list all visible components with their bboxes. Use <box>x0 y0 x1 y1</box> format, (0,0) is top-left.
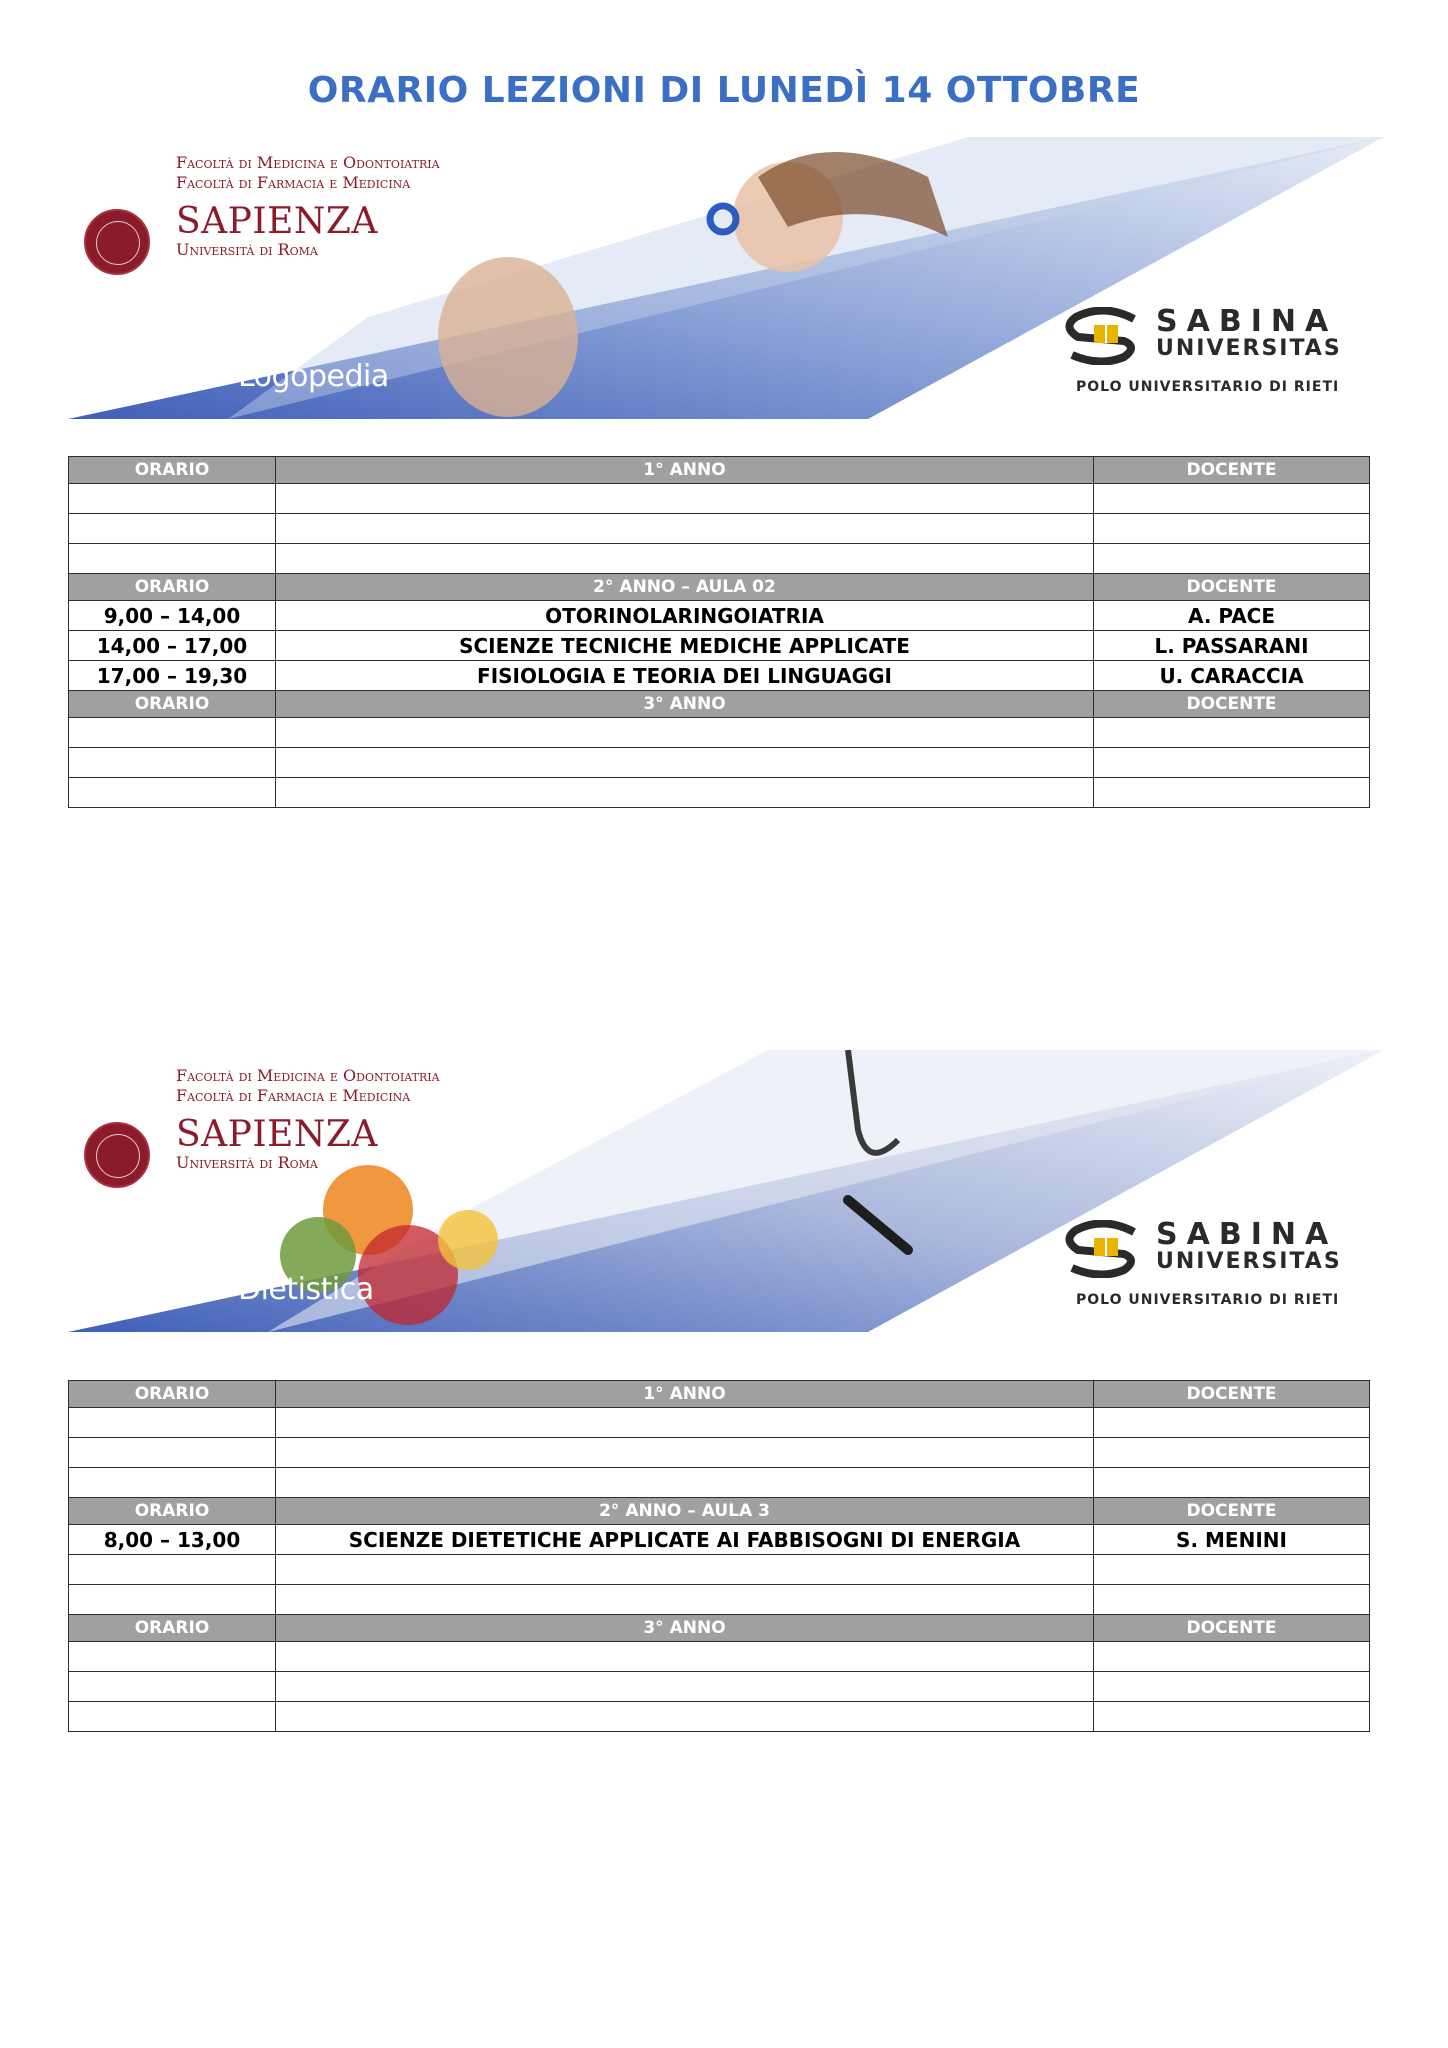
cell-subject <box>276 778 1094 808</box>
table-header-row <box>69 457 1370 484</box>
table-row <box>69 544 1370 574</box>
header-year: 3° ANNO <box>276 1615 1094 1642</box>
table-row <box>69 1585 1370 1615</box>
faculty-line-2: Facoltà di Farmacia e Medicina <box>176 173 411 192</box>
cell-time <box>69 748 276 778</box>
cell-teacher <box>1094 1438 1370 1468</box>
cell-time <box>69 1555 276 1585</box>
table-row <box>69 748 1370 778</box>
table-header-row <box>69 1615 1370 1642</box>
header-time: ORARIO <box>69 1381 276 1408</box>
header-time: ORARIO <box>69 457 276 484</box>
cell-time <box>69 1585 276 1615</box>
cell-time <box>69 1408 276 1438</box>
partner-subtitle: UNIVERSITAS <box>1156 336 1342 361</box>
cell-teacher <box>1094 514 1370 544</box>
table-row <box>69 778 1370 808</box>
schedule-table-dietistica <box>68 1380 1370 1732</box>
sapienza-seal-icon <box>84 1122 150 1188</box>
sabina-universitas-logo <box>1064 304 1364 397</box>
cell-teacher <box>1094 1672 1370 1702</box>
table-row <box>69 661 1370 691</box>
faculty-line-1: Facoltà di Medicina e Odontoiatria <box>176 153 440 172</box>
cell-teacher <box>1094 748 1370 778</box>
header-teacher: DOCENTE <box>1094 574 1370 601</box>
table-row <box>69 1642 1370 1672</box>
cell-teacher <box>1094 1585 1370 1615</box>
header-time: ORARIO <box>69 1498 276 1525</box>
course-name: Dietistica <box>238 1272 374 1307</box>
cell-time <box>69 1468 276 1498</box>
cell-teacher <box>1094 544 1370 574</box>
cell-subject: OTORINOLARINGOIATRIA <box>276 601 1094 631</box>
cell-subject <box>276 1585 1094 1615</box>
table-header-row <box>69 1381 1370 1408</box>
cell-time <box>69 718 276 748</box>
table-header-row <box>69 691 1370 718</box>
cell-teacher: U. CARACCIA <box>1094 661 1370 691</box>
table-header-row <box>69 574 1370 601</box>
cell-teacher: A. PACE <box>1094 601 1370 631</box>
cell-time <box>69 544 276 574</box>
cell-teacher <box>1094 1555 1370 1585</box>
header-time: ORARIO <box>69 1615 276 1642</box>
sabina-book-icon <box>1064 307 1144 365</box>
university-logo-block <box>84 153 440 259</box>
faculty-line-2: Facoltà di Farmacia e Medicina <box>176 1086 411 1105</box>
cell-subject <box>276 544 1094 574</box>
table-row <box>69 718 1370 748</box>
header-teacher: DOCENTE <box>1094 457 1370 484</box>
cell-subject <box>276 514 1094 544</box>
cell-time <box>69 484 276 514</box>
university-subtitle: Università di Roma <box>176 1153 318 1172</box>
banner-dietistica <box>68 1050 1384 1332</box>
cell-time: 14,00 – 17,00 <box>69 631 276 661</box>
cell-teacher <box>1094 778 1370 808</box>
table-row <box>69 1672 1370 1702</box>
cell-subject <box>276 1408 1094 1438</box>
header-year: 3° ANNO <box>276 691 1094 718</box>
sabina-book-icon <box>1064 1220 1144 1278</box>
course-name: Logopedia <box>238 359 389 394</box>
cell-subject <box>276 1702 1094 1732</box>
header-teacher: DOCENTE <box>1094 1498 1370 1525</box>
partner-subtitle: UNIVERSITAS <box>1156 1249 1342 1274</box>
cell-subject: FISIOLOGIA E TEORIA DEI LINGUAGGI <box>276 661 1094 691</box>
schedule-table-logopedia <box>68 456 1370 808</box>
cell-teacher: S. MENINI <box>1094 1525 1370 1555</box>
cell-time: 9,00 – 14,00 <box>69 601 276 631</box>
table-row <box>69 631 1370 661</box>
cell-teacher <box>1094 484 1370 514</box>
header-year: 1° ANNO <box>276 457 1094 484</box>
cell-teacher: L. PASSARANI <box>1094 631 1370 661</box>
cell-time <box>69 514 276 544</box>
table-row <box>69 1702 1370 1732</box>
university-logo-block <box>84 1066 440 1172</box>
table-row <box>69 601 1370 631</box>
faculty-line-1: Facoltà di Medicina e Odontoiatria <box>176 1066 440 1085</box>
cell-time: 17,00 – 19,30 <box>69 661 276 691</box>
header-time: ORARIO <box>69 574 276 601</box>
cell-subject <box>276 1555 1094 1585</box>
table-row <box>69 1468 1370 1498</box>
cell-subject <box>276 1672 1094 1702</box>
partner-tagline: POLO UNIVERSITARIO DI RIETI <box>1076 379 1340 395</box>
table-row <box>69 1525 1370 1555</box>
partner-tagline: POLO UNIVERSITARIO DI RIETI <box>1076 1292 1340 1308</box>
table-row <box>69 1408 1370 1438</box>
page-title: ORARIO LEZIONI DI LUNEDÌ 14 OTTOBRE <box>307 70 1141 111</box>
cell-teacher <box>1094 1408 1370 1438</box>
table-row <box>69 514 1370 544</box>
header-teacher: DOCENTE <box>1094 1381 1370 1408</box>
university-name: SAPIENZA <box>176 201 378 242</box>
sapienza-seal-icon <box>84 209 150 275</box>
cell-teacher <box>1094 718 1370 748</box>
cell-subject <box>276 1468 1094 1498</box>
partner-name: SABINA <box>1156 304 1338 339</box>
cell-subject <box>276 718 1094 748</box>
header-teacher: DOCENTE <box>1094 1615 1370 1642</box>
table-row <box>69 1438 1370 1468</box>
cell-subject <box>276 748 1094 778</box>
cell-time <box>69 1642 276 1672</box>
table-row <box>69 1555 1370 1585</box>
cell-subject <box>276 1438 1094 1468</box>
cell-subject <box>276 484 1094 514</box>
table-header-row <box>69 1498 1370 1525</box>
header-year: 1° ANNO <box>276 1381 1094 1408</box>
cell-teacher <box>1094 1642 1370 1672</box>
header-time: ORARIO <box>69 691 276 718</box>
sabina-universitas-logo <box>1064 1217 1364 1310</box>
cell-teacher <box>1094 1468 1370 1498</box>
header-year: 2° ANNO – AULA 02 <box>276 574 1094 601</box>
cell-teacher <box>1094 1702 1370 1732</box>
cell-subject <box>276 1642 1094 1672</box>
table-row <box>69 484 1370 514</box>
header-year: 2° ANNO – AULA 3 <box>276 1498 1094 1525</box>
cell-time <box>69 778 276 808</box>
header-teacher: DOCENTE <box>1094 691 1370 718</box>
cell-subject: SCIENZE DIETETICHE APPLICATE AI FABBISOGNI DI ENERGIA <box>276 1525 1094 1555</box>
university-name: SAPIENZA <box>176 1114 378 1155</box>
cell-subject: SCIENZE TECNICHE MEDICHE APPLICATE <box>276 631 1094 661</box>
cell-time <box>69 1672 276 1702</box>
cell-time: 8,00 – 13,00 <box>69 1525 276 1555</box>
partner-name: SABINA <box>1156 1217 1338 1252</box>
cell-time <box>69 1438 276 1468</box>
cell-time <box>69 1702 276 1732</box>
banner-logopedia <box>68 137 1384 419</box>
university-subtitle: Università di Roma <box>176 240 318 259</box>
